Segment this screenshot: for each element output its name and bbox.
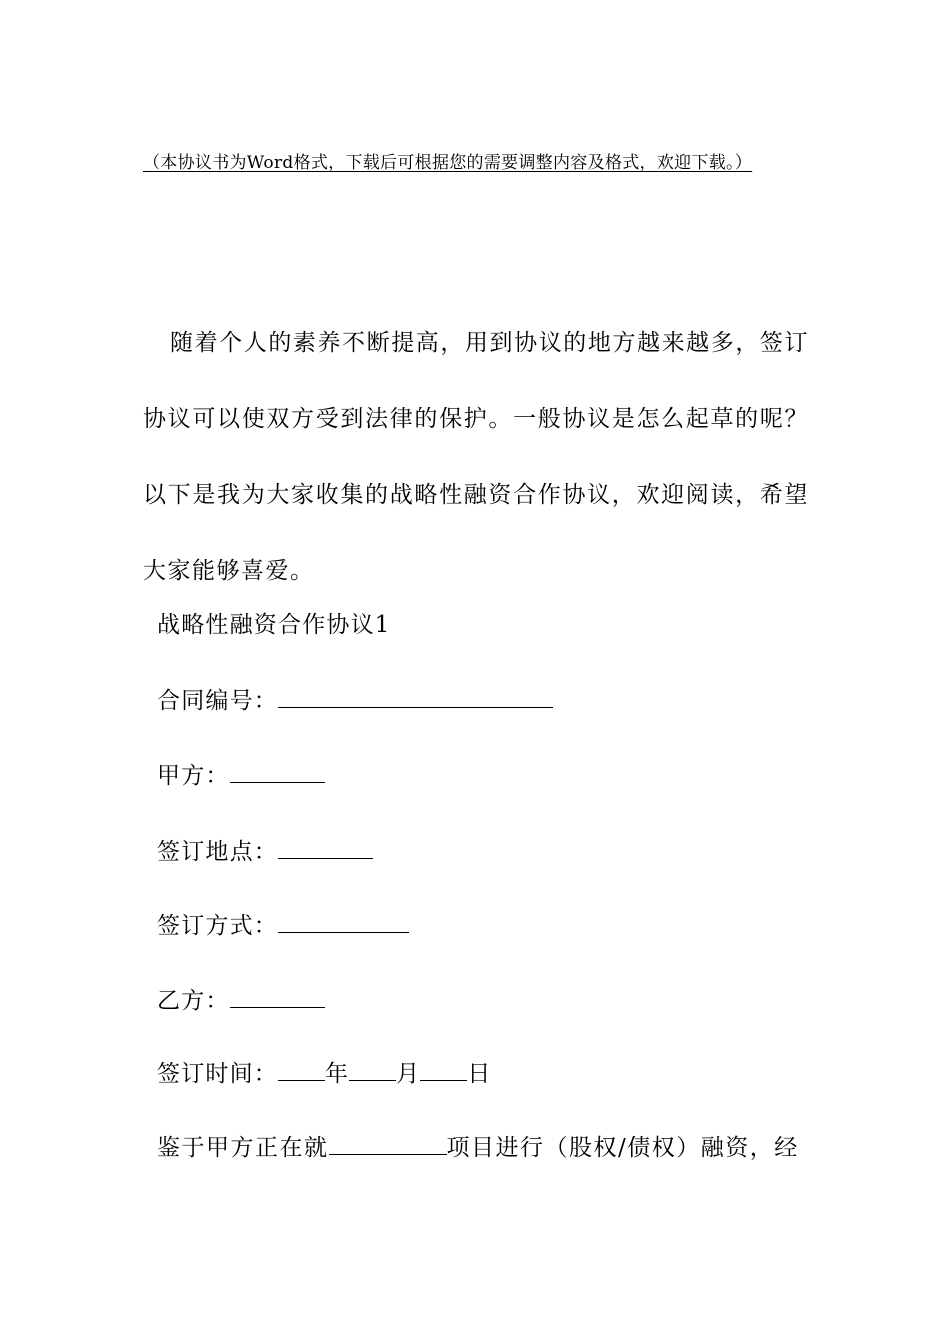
sign-method-field (157, 910, 409, 941)
document-note: （本协议书为Word格式，下载后可根据您的需要调整内容及格式，欢迎下载。） (143, 153, 753, 173)
intro-paragraph: 随着个人的素养不断提高，用到协议的地方越来越多，签订协议可以使双方受到法律的保护。一般协议是怎么起草的呢？以下是我为大家收集的战略性融资合作协议，欢迎阅读，希望大家能够喜爱。 (143, 330, 809, 584)
year-text: 年 (325, 1061, 350, 1087)
sign-time-label: 签订时间： (157, 1061, 278, 1087)
day-text: 日 (467, 1061, 492, 1087)
sign-method-label: 签订方式： (157, 913, 278, 939)
project-blank (329, 1132, 447, 1155)
party-b-blank (230, 985, 325, 1008)
year-blank (278, 1058, 325, 1081)
agreement-title: 战略性融资合作协议1 (157, 612, 391, 638)
clause-line (157, 1132, 799, 1163)
party-b-label: 乙方： (157, 988, 230, 1014)
contract-number-blank (278, 685, 553, 708)
clause-end-text: 项目进行（股权/债权）融资，经 (446, 1135, 799, 1161)
sign-time-field (157, 1058, 492, 1089)
sign-place-field (157, 836, 373, 867)
month-text: 月 (396, 1061, 421, 1087)
party-b-field (157, 985, 325, 1016)
contract-number-label: 合同编号： (157, 688, 278, 714)
month-blank (349, 1058, 396, 1081)
party-a-blank (230, 760, 325, 783)
sign-place-blank (278, 836, 373, 859)
party-a-label: 甲方： (157, 763, 230, 789)
sign-method-blank (278, 910, 409, 933)
contract-number-field (157, 685, 553, 716)
day-blank (420, 1058, 467, 1081)
clause-start-text: 鉴于甲方正在就 (157, 1135, 329, 1161)
sign-place-label: 签订地点： (157, 839, 278, 865)
party-a-field (157, 760, 325, 791)
